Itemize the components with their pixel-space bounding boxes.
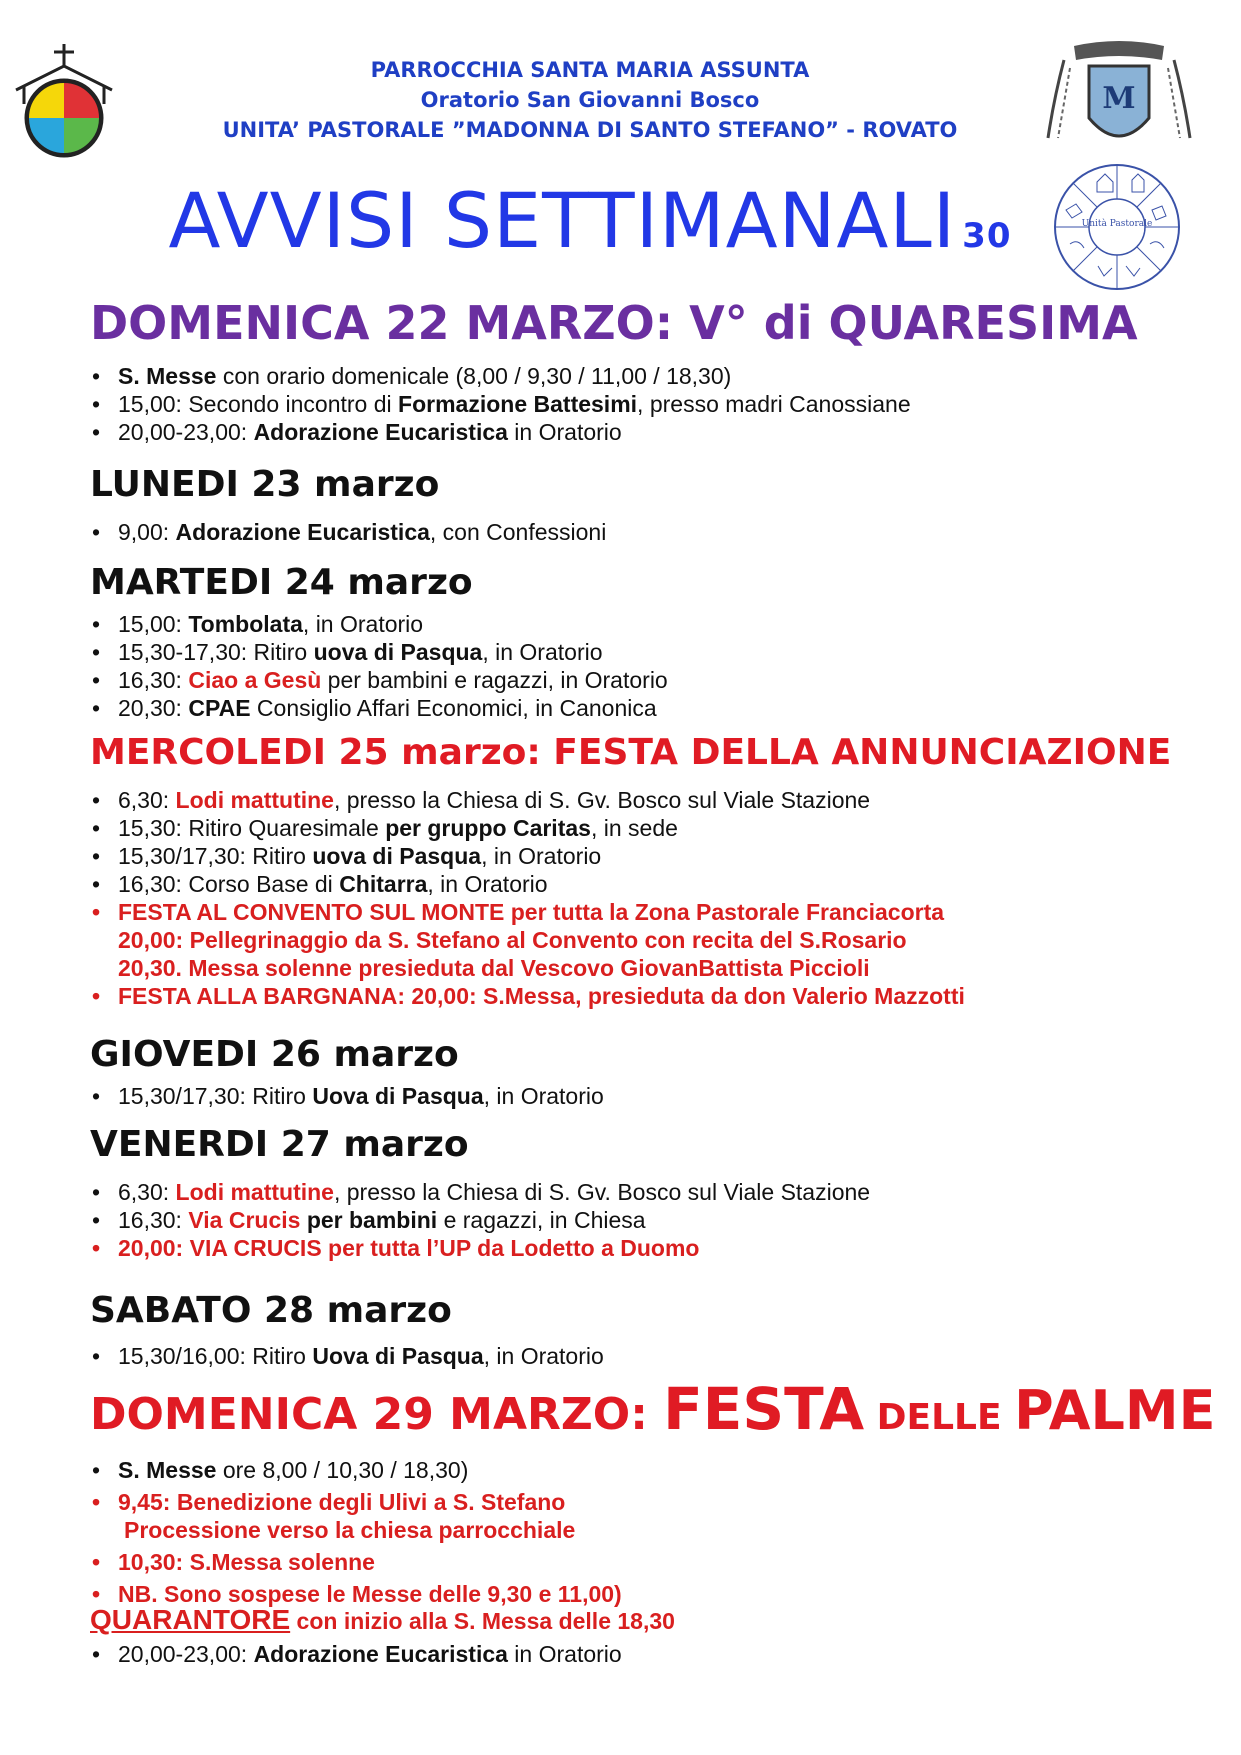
list-item: • S. Messe con orario domenicale (8,00 / 9,30 / 11,00 / 18,30) [90, 362, 911, 390]
page-title-text: AVVISI SETTIMANALI [168, 176, 957, 265]
list-item: • S. Messe ore 8,00 / 10,30 / 18,30) [90, 1456, 622, 1484]
list-saturday-28 [90, 1342, 604, 1370]
oratory-name: Oratorio San Giovanni Bosco [420, 88, 760, 112]
section-heading-sunday-22: DOMENICA 22 MARZO: V° di QUARESIMA [90, 296, 1138, 350]
pastoral-unit-name: UNITA’ PASTORALE ”MADONNA DI SANTO STEFANO” - ROVATO [222, 118, 958, 142]
episcopal-coat-of-arms [1044, 38, 1194, 158]
list-item: Processione verso la chiesa parrocchiale [124, 1517, 576, 1543]
list-item: • 15,00: Tombolata, in Oratorio [90, 610, 668, 638]
list-tuesday-24 [90, 610, 668, 722]
list-item: • FESTA ALLA BARGNANA: 20,00: S.Messa, presieduta da don Valerio Mazzotti [90, 982, 965, 1010]
list-item: • 15,30/17,30: Ritiro Uova di Pasqua, in Oratorio [90, 1082, 604, 1110]
list-item: • 10,30: S.Messa solenne [90, 1548, 622, 1576]
list-item: • 9,45: Benedizione degli Ulivi a S. Stefano [90, 1488, 622, 1516]
page-title [150, 176, 1030, 281]
list-item: • 20,00-23,00: Adorazione Eucaristica in Oratorio [90, 418, 911, 446]
list-thursday-26 [90, 1082, 604, 1110]
list-monday-23 [90, 518, 606, 546]
list-item: • 15,30/17,30: Ritiro uova di Pasqua, in Oratorio [90, 842, 965, 870]
list-palm-sunday [90, 1456, 622, 1608]
list-quarantore [90, 1640, 622, 1668]
list-item: • 15,30/16,00: Ritiro Uova di Pasqua, in Oratorio [90, 1342, 604, 1370]
parish-name: PARROCCHIA SANTA MARIA ASSUNTA [370, 58, 810, 82]
list-item: • 16,30: Via Crucis per bambini e ragazzi, in Chiesa [90, 1206, 870, 1234]
list-item: • 9,00: Adorazione Eucaristica, con Confessioni [90, 518, 606, 546]
list-item: • FESTA AL CONVENTO SUL MONTE per tutta la Zona Pastorale Franciacorta [90, 898, 965, 926]
list-sunday-22 [90, 362, 911, 446]
section-heading-thursday-26: GIOVEDI 26 marzo [90, 1034, 459, 1075]
pastoral-unit-seal [1052, 162, 1182, 292]
section-heading-friday-27: VENERDI 27 marzo [90, 1124, 469, 1165]
list-item: 20,30. Messa solenne presieduta dal Vescovo GiovanBattista Piccioli [118, 955, 870, 981]
svg-text:M: M [1102, 81, 1136, 116]
list-item: 20,00: Pellegrinaggio da S. Stefano al Convento con recita del S.Rosario [118, 927, 907, 953]
list-item: • 6,30: Lodi mattutine, presso la Chiesa di S. Gv. Bosco sul Viale Stazione [90, 1178, 870, 1206]
list-item: • 16,30: Corso Base di Chitarra, in Oratorio [90, 870, 965, 898]
section-heading-tuesday-24: MARTEDI 24 marzo [90, 562, 473, 603]
list-item: • 6,30: Lodi mattutine, presso la Chiesa di S. Gv. Bosco sul Viale Stazione [90, 786, 965, 814]
svg-text:Unità Pastorale: Unità Pastorale [1081, 219, 1153, 229]
list-item: • 15,00: Secondo incontro di Formazione Battesimi, presso madri Canossiane [90, 390, 911, 418]
list-wednesday-25 [90, 786, 965, 1010]
list-item: • 20,00-23,00: Adorazione Eucaristica in Oratorio [90, 1640, 622, 1668]
quarantore-line: QUARANTORE con inizio alla S. Messa delle 18,30 [90, 1604, 675, 1635]
list-item: • 15,30-17,30: Ritiro uova di Pasqua, in Oratorio [90, 638, 668, 666]
list-friday-27 [90, 1178, 870, 1262]
list-item: • 16,30: Ciao a Gesù per bambini e ragazzi, in Oratorio [90, 666, 668, 694]
list-item: • 20,30: CPAE Consiglio Affari Economici, in Canonica [90, 694, 668, 722]
issue-number: 30 [962, 216, 1012, 256]
list-item: • NB. Sono sospese le Messe delle 9,30 e 11,00) [90, 1580, 622, 1608]
section-heading-palm-sunday: DOMENICA 29 MARZO: FESTA DELLE PALME [90, 1375, 1216, 1443]
list-item: • 15,30: Ritiro Quaresimale per gruppo Caritas, in sede [90, 814, 965, 842]
list-item: • 20,00: VIA CRUCIS per tutta l’UP da Lodetto a Duomo [90, 1234, 870, 1262]
oratorio-puzzle-logo [14, 42, 126, 172]
section-heading-saturday-28: SABATO 28 marzo [90, 1290, 452, 1331]
section-heading-monday-23: LUNEDI 23 marzo [90, 464, 440, 505]
section-heading-wednesday-25: MERCOLEDI 25 marzo: FESTA DELLA ANNUNCIAZIONE [90, 732, 1172, 773]
